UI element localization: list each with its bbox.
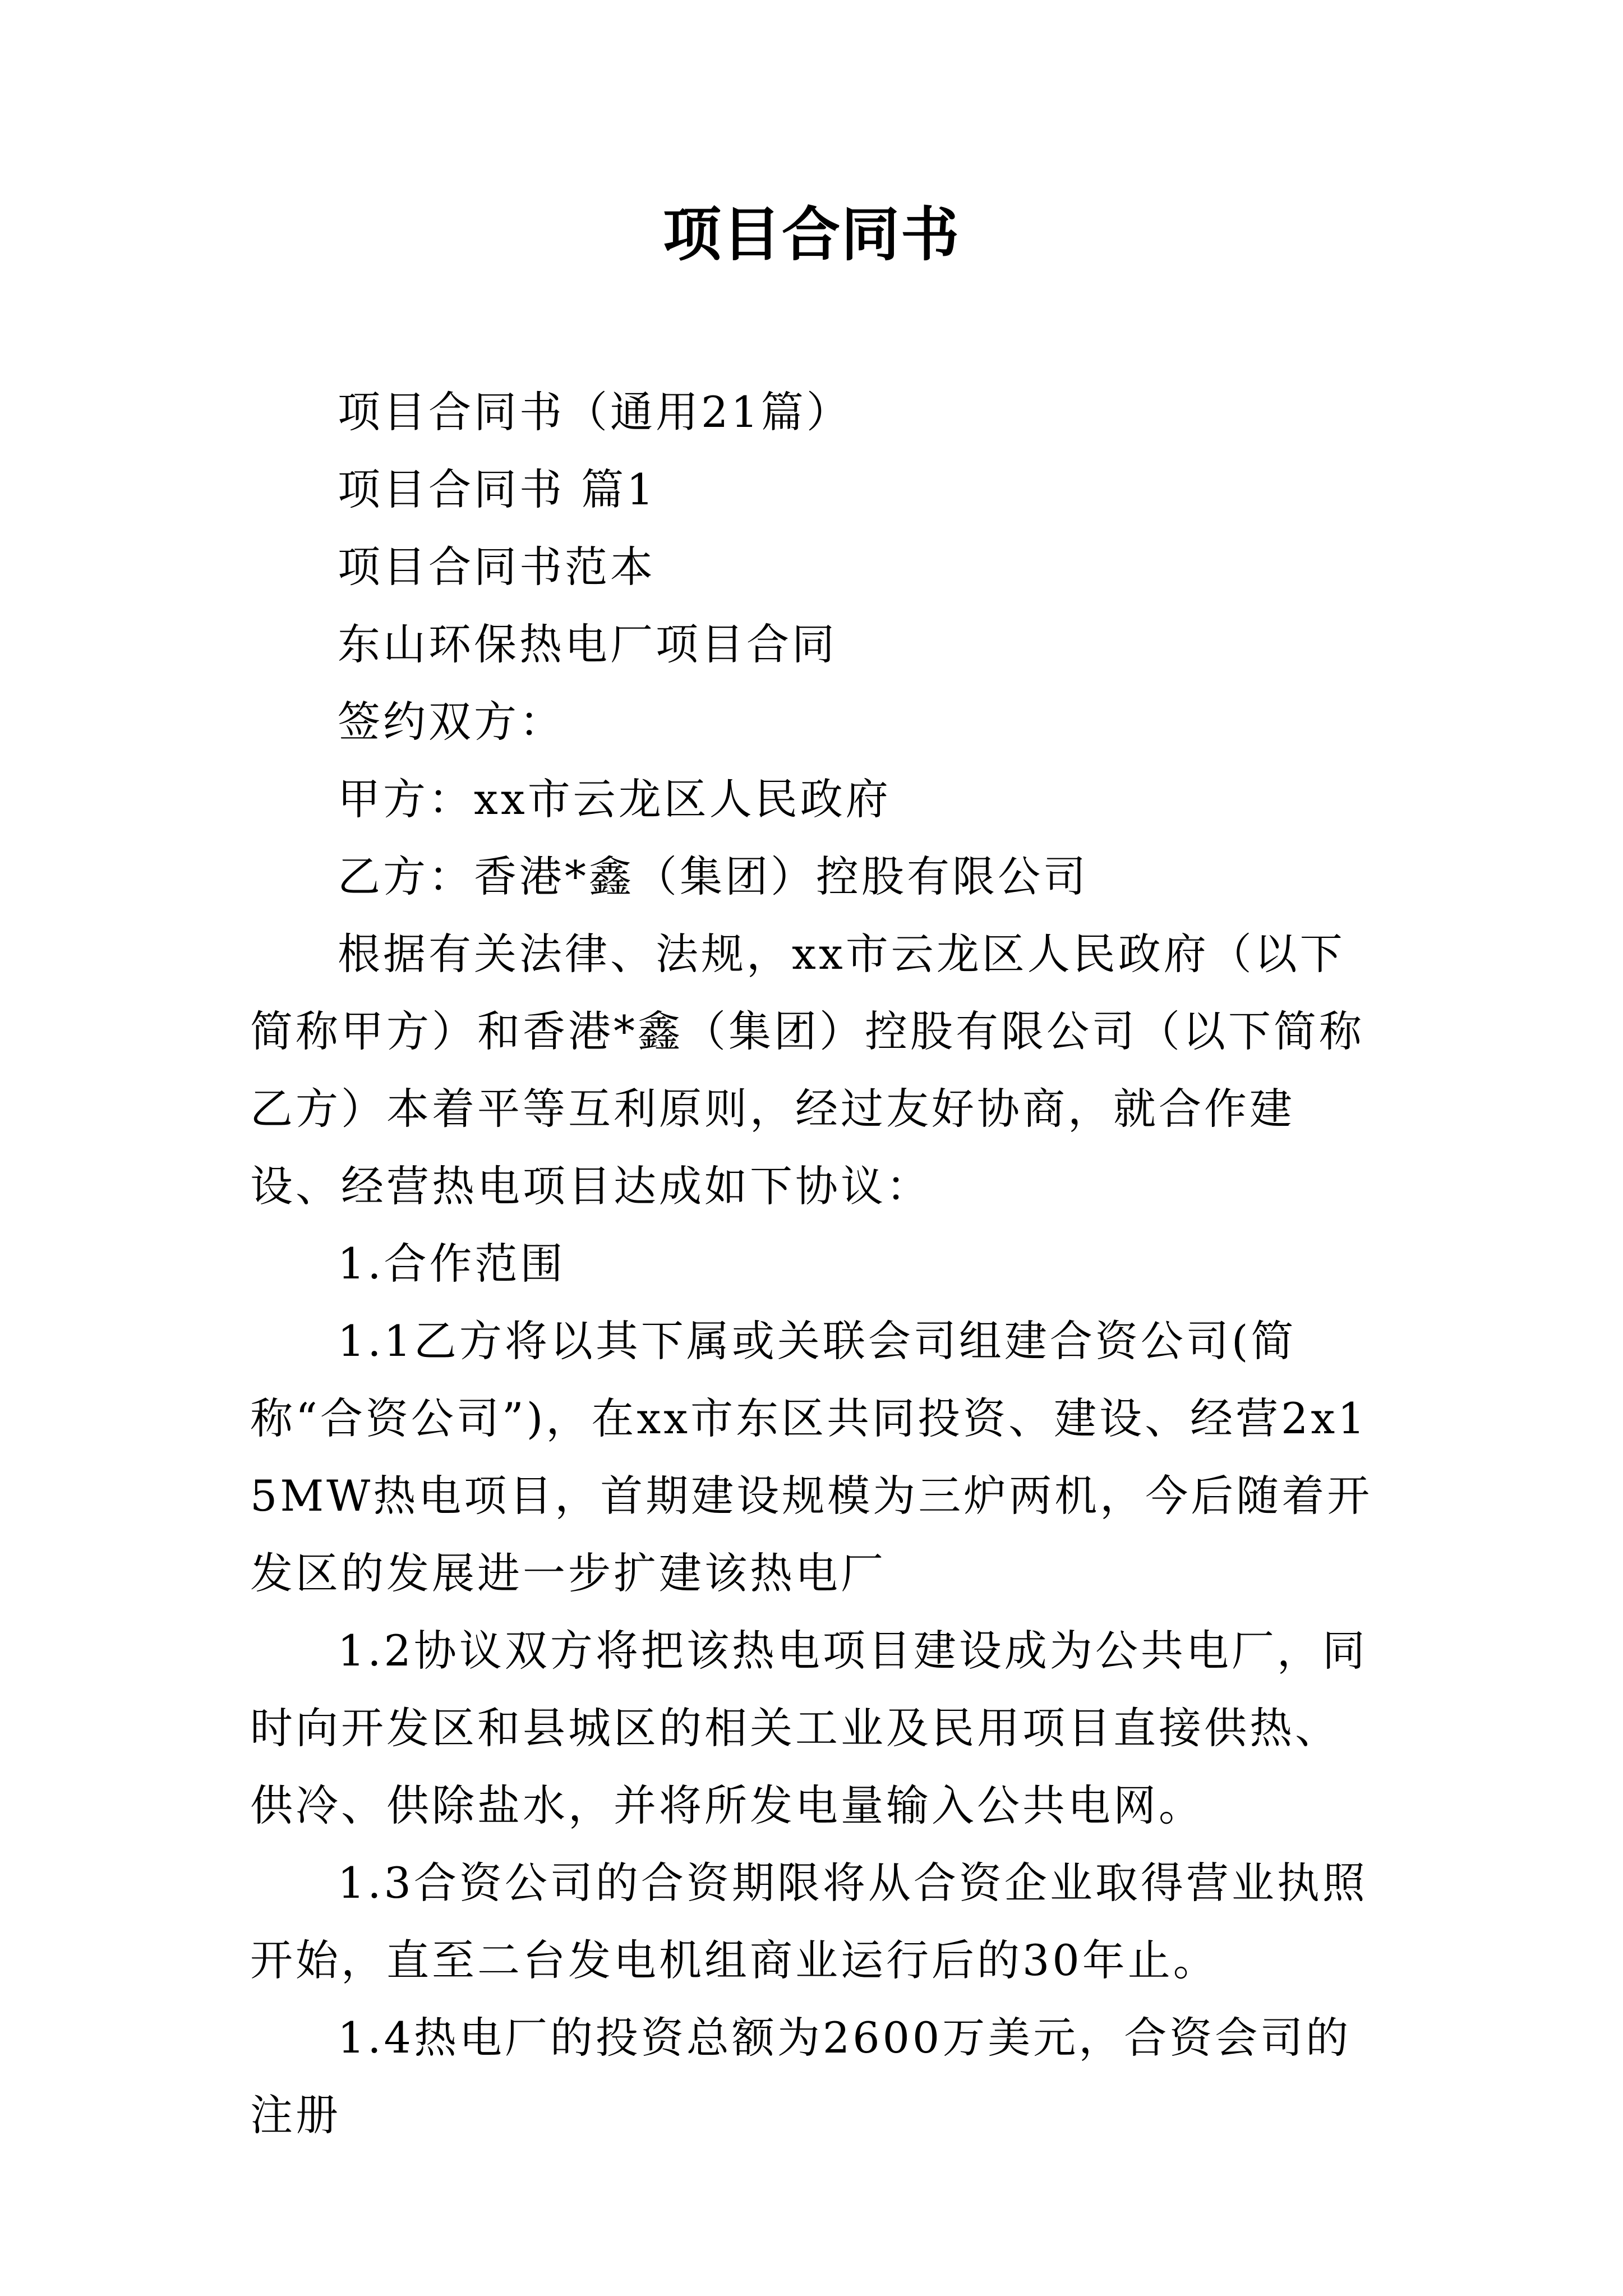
document-paragraph: 1.4热电厂的投资总额为2600万美元，合资会司的注册 — [250, 2013, 1352, 2140]
document-paragraph: 东山环保热电厂项目合同 — [338, 619, 837, 669]
document-paragraph: 1.3合资公司的合资期限将从合资企业取得营业执照开始，直至二台发电机组商业运行后的30年止。 — [250, 1858, 1368, 1985]
document-paragraph: 根据有关法律、法规，xx市云龙区人民政府（以下简称甲方）和香港*鑫（集团）控股有限公司（以下简称乙方）本着平等互利原则，经过友好协商，就合作建设、经营热电项目达成如下协议： — [250, 929, 1364, 1211]
document-paragraph: 项目合同书 篇1 — [338, 464, 657, 514]
document-paragraph: 1.1乙方将以其下属或关联会司组建合资公司(简称“合资公司”)，在xx市东区共同投资、建设、经营2x15MW热电项目，首期建设规模为三炉两机，今后随着开发区的发展进一步扩建该热电厂 — [250, 1316, 1373, 1598]
document-paragraph: 项目合同书范本 — [338, 542, 656, 592]
document-paragraph: 签约双方： — [338, 697, 565, 747]
document-paragraph: 项目合同书（通用21篇） — [338, 387, 852, 437]
document-title: 项目合同书 — [662, 200, 960, 269]
document-paragraph: 乙方：香港*鑫（集团）控股有限公司 — [338, 852, 1089, 901]
document-paragraph: 1.合作范围 — [338, 1239, 566, 1289]
document-paragraph: 甲方：xx市云龙区人民政府 — [338, 774, 891, 824]
document-paragraph: 1.2协议双方将把该热电项目建设成为公共电厂，同时向开发区和县城区的相关工业及民用项目直接供热、供冷、供除盐水，并将所发电量输入公共电网。 — [250, 1626, 1368, 1830]
document-body — [250, 374, 1383, 2154]
